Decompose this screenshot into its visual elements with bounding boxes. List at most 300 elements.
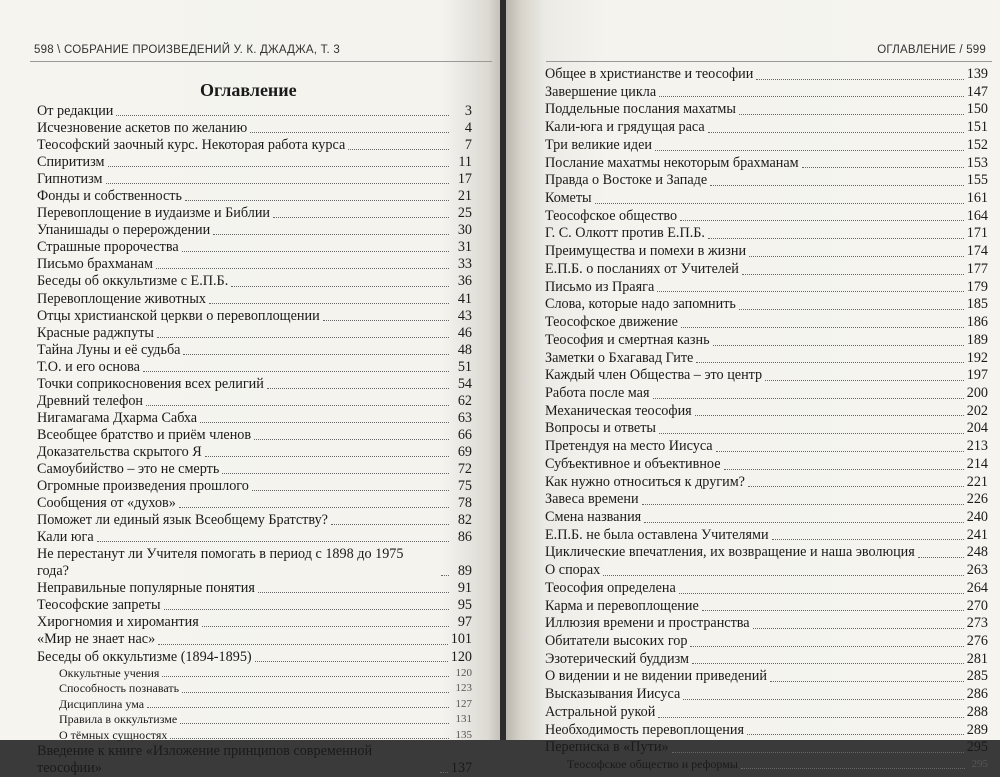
dot-leader (802, 167, 964, 168)
toc-entry (545, 172, 988, 190)
toc-entry-title: Фонды и собственность (37, 188, 182, 205)
dot-leader (657, 291, 963, 292)
toc-entry-title: Правила в оккультизме (59, 712, 178, 727)
toc-page-number: 82 (457, 512, 472, 529)
dot-leader (708, 238, 964, 239)
dot-leader (692, 663, 964, 664)
toc-page-number: 123 (455, 682, 472, 695)
dot-leader (644, 522, 964, 523)
toc-page-number: 4 (464, 120, 472, 137)
dot-leader (255, 661, 448, 662)
dot-leader (156, 268, 449, 269)
toc-entry (545, 491, 988, 509)
dot-leader (770, 681, 964, 682)
toc-subentry (37, 728, 472, 744)
dot-leader (708, 132, 964, 133)
toc-entry-title: Теософия и смертная казнь (545, 331, 710, 348)
toc-entry (37, 631, 472, 648)
toc-entry-title: Циклические впечатления, их возвращение и наша эволюция (545, 544, 915, 561)
toc-entry (545, 686, 988, 704)
toc-entry-title: Теософские запреты (37, 597, 161, 614)
toc-entry-title: Беседы об оккультизме с Е.П.Б. (37, 273, 229, 290)
dot-leader (659, 96, 964, 97)
toc-entry-title: Как нужно относиться к другим? (545, 473, 745, 490)
toc-entry (37, 512, 472, 529)
toc-page-number: 41 (457, 290, 472, 307)
toc-entry (545, 261, 988, 279)
dot-leader (157, 337, 449, 338)
toc-page-number: 63 (457, 409, 472, 426)
dot-leader (739, 309, 964, 310)
toc-entry (545, 66, 988, 84)
toc-entry (545, 562, 988, 580)
toc-page-number: 276 (966, 633, 988, 649)
dot-leader (713, 345, 964, 346)
toc-entry (545, 633, 988, 651)
toc-entry (37, 393, 472, 410)
toc-subentry (37, 712, 472, 728)
toc-page-number: 288 (966, 703, 988, 720)
dot-leader (331, 524, 449, 525)
toc-entry-title: Завершение цикла (545, 83, 657, 100)
toc-entry-title: Астральной рукой (545, 703, 656, 720)
toc-page-number: 213 (966, 438, 988, 455)
toc-page-number: 17 (457, 171, 472, 188)
toc-entry (37, 529, 472, 546)
toc-page-number: 202 (966, 402, 988, 419)
toc-entry-title: Карма и перевоплощение (545, 597, 699, 614)
toc-page-number: 185 (966, 296, 988, 313)
toc-page-number: 214 (966, 455, 988, 472)
toc-entry-title: Кали юга (37, 529, 94, 546)
dot-leader (106, 183, 449, 184)
dot-leader (739, 114, 964, 115)
toc-entry-title: О видении и не видении приведений (545, 668, 767, 685)
dot-leader (441, 575, 449, 576)
toc-entry (545, 527, 988, 545)
toc-page-number: 120 (455, 666, 472, 679)
toc-entry (37, 342, 472, 359)
toc-entry-title: Сообщения от «духов» (37, 495, 176, 512)
toc-page-number: 33 (457, 256, 472, 273)
toc-entry (545, 119, 988, 137)
dot-leader (710, 185, 964, 186)
toc-page-number: 192 (966, 349, 988, 366)
toc-entry-title: Упанишады о перерождении (37, 222, 211, 239)
dot-leader (642, 504, 964, 505)
toc-entry (545, 332, 988, 350)
dot-leader (273, 217, 449, 218)
toc-page-number: 131 (455, 713, 472, 726)
toc-entry-title: Письмо брахманам (37, 256, 153, 273)
toc-entry-title: Способность познавать (59, 681, 180, 696)
dot-leader (213, 234, 449, 235)
toc-entry-title: Теософское общество (545, 207, 678, 224)
dot-leader (143, 371, 449, 372)
toc-entry (545, 101, 988, 119)
toc-entry-title: От редакции (37, 103, 114, 119)
toc-entry-title: Древний телефон (37, 392, 144, 409)
toc-page-number: 295 (966, 739, 988, 756)
toc-entry (37, 410, 472, 427)
toc-entry-title: Т.О. и его основа (37, 358, 140, 375)
dot-leader (200, 422, 449, 423)
dot-leader (659, 433, 964, 434)
dot-leader (209, 303, 449, 304)
toc-entry (37, 154, 472, 171)
toc-page-number: 30 (457, 222, 472, 239)
dot-leader (753, 628, 964, 629)
toc-entry-title: Е.П.Б. о посланиях от Учителей (545, 260, 739, 277)
toc-entry (545, 84, 988, 102)
dot-leader (205, 456, 449, 457)
toc-entry-title: Претендуя на место Иисуса (545, 438, 713, 455)
toc-page-number: 200 (966, 384, 988, 401)
dot-leader (158, 644, 448, 645)
toc-page-number: 75 (457, 478, 472, 495)
toc-page-number: 43 (457, 307, 472, 324)
toc-entry (545, 739, 988, 757)
toc-entry-title: Не перестанут ли Учителя помогать в период с 1898 до 1975 года? (37, 546, 404, 580)
dot-leader (918, 557, 964, 558)
dot-leader (258, 592, 449, 593)
toc-page-number: 21 (457, 188, 472, 205)
dot-leader (97, 541, 449, 542)
toc-page-number: 95 (457, 597, 472, 614)
dot-leader (182, 692, 449, 693)
dot-leader (683, 699, 963, 700)
toc-entry-title: Оккультные учения (59, 665, 160, 680)
dot-leader (182, 251, 449, 252)
toc-entry (545, 314, 988, 332)
dot-leader (348, 149, 449, 150)
toc-entry-title: «Мир не знает нас» (37, 631, 156, 648)
toc-entry-title: О тёмных сущностях (59, 727, 168, 742)
dot-leader (716, 451, 964, 452)
toc-page-number: 31 (457, 239, 472, 256)
toc-entry (545, 225, 988, 243)
toc-page-number: 137 (450, 760, 473, 777)
toc-entry-title: Неправильные популярные понятия (37, 580, 255, 597)
toc-page-number: 155 (966, 172, 988, 189)
toc-page-number: 78 (457, 495, 472, 512)
toc-entry-title: Теософия определена (545, 579, 676, 596)
right-page (506, 0, 1000, 772)
dot-leader (724, 469, 964, 470)
toc-entry-title: Г. С. Олкотт против Е.П.Б. (545, 225, 705, 242)
toc-entry-title: Обитатели высоких гор (545, 633, 688, 649)
toc-entry-title: Точки соприкосновения всех религий (37, 375, 264, 392)
toc-entry-title: Введение к книге «Изложение принципов современной теософии» (37, 743, 373, 777)
toc-entry (545, 190, 988, 208)
dot-leader (146, 405, 449, 406)
toc-entry-title: Дисциплина ума (59, 696, 145, 711)
toc-entry (37, 291, 472, 308)
toc-entry (545, 438, 988, 456)
toc-page-number: 120 (450, 648, 472, 665)
dot-leader (254, 439, 449, 440)
dot-leader (595, 203, 964, 204)
toc-page-number: 127 (455, 697, 472, 710)
toc-entry (37, 222, 472, 239)
toc-page-number: 101 (450, 631, 472, 648)
dot-leader (653, 398, 964, 399)
toc-entry (37, 137, 472, 154)
dot-leader (702, 610, 964, 611)
toc-entry-title: Преимущества и помехи в жизни (545, 243, 747, 260)
toc-page-number: 248 (966, 544, 988, 561)
toc-page-number: 150 (966, 101, 988, 118)
toc-page-number: 164 (966, 207, 988, 224)
toc-entry-title: Вопросы и ответы (545, 420, 656, 437)
toc-page-number: 69 (457, 443, 472, 460)
toc-entry-title: Правда о Востоке и Западе (545, 172, 708, 189)
toc-entry (545, 420, 988, 438)
dot-leader (116, 115, 449, 116)
toc-entry-title: Отцы христианской церкви о перевоплощении (37, 307, 320, 324)
toc-entry-title: Завеса времени (545, 491, 639, 508)
toc-entry-title: Перевоплощение в иудаизме и Библии (37, 205, 271, 222)
running-head-left: 598 \ СОБРАНИЕ ПРОИЗВЕДЕНИЙ У. К. ДЖАДЖА, Т. 3 (34, 44, 340, 56)
toc-page-number: 46 (457, 324, 472, 341)
toc-entry-title: Поддельные послания махатмы (545, 101, 736, 118)
toc-entry (545, 296, 988, 314)
toc-entry-title: Иллюзия времени и пространства (545, 615, 750, 632)
dot-leader (658, 717, 963, 718)
dot-leader (756, 79, 963, 80)
toc-page-number: 11 (458, 154, 472, 171)
dot-leader (222, 473, 449, 474)
running-head-right: ОГЛАВЛЕНИЕ / 599 (877, 44, 986, 56)
toc-subentry (37, 697, 472, 713)
dot-leader (681, 327, 964, 328)
toc-entry-title: Тайна Луны и её судьба (37, 341, 181, 358)
dot-leader (323, 320, 449, 321)
toc-entry-title: Спиритизм (37, 154, 105, 171)
toc-list-right (545, 66, 988, 773)
toc-page-number: 295 (971, 758, 988, 771)
toc-entry (37, 205, 472, 222)
dot-leader (690, 646, 963, 647)
toc-page-number: 48 (457, 341, 472, 358)
dot-leader (231, 286, 449, 287)
toc-page-number: 264 (966, 579, 988, 596)
toc-entry-title: Переписка в «Пути» (545, 739, 669, 756)
toc-entry-title: Послание махатмы некоторым брахманам (545, 154, 799, 171)
toc-entry-title: Нигамагама Дхарма Сабха (37, 409, 198, 426)
toc-page-number: 189 (966, 331, 988, 348)
toc-page-number: 36 (457, 273, 472, 290)
dot-leader (603, 575, 963, 576)
toc-entry (37, 120, 472, 137)
toc-entry (37, 444, 472, 461)
toc-entry (37, 478, 472, 495)
toc-entry (37, 239, 472, 256)
toc-entry-title: Каждый член Общества – это центр (545, 367, 763, 384)
dot-leader (183, 354, 449, 355)
toc-page-number: 151 (966, 119, 988, 136)
toc-page-number: 221 (966, 473, 988, 490)
dot-leader (680, 220, 964, 221)
toc-entry-title: Смена названия (545, 508, 642, 525)
dot-leader (440, 772, 448, 773)
toc-page-number: 7 (464, 137, 472, 154)
toc-entry-title: Слова, которые надо запомнить (545, 296, 736, 313)
toc-page-number: 281 (966, 650, 988, 667)
toc-page-number: 179 (966, 278, 988, 295)
toc-entry (37, 546, 472, 580)
toc-page-number: 289 (966, 721, 988, 738)
toc-page-number: 139 (966, 66, 988, 82)
toc-entry-title: Субъективное и объективное (545, 455, 721, 472)
toc-entry (545, 279, 988, 297)
toc-entry (545, 509, 988, 527)
dot-leader (765, 380, 964, 381)
toc-entry (37, 359, 472, 376)
toc-entry-title: Поможет ли единый язык Всеобщему Братству? (37, 512, 328, 529)
toc-entry (545, 668, 988, 686)
dot-leader (185, 200, 449, 201)
toc-page-number: 241 (966, 526, 988, 543)
toc-page-number: 197 (966, 367, 988, 384)
toc-entry-title: Хирогномия и хиромантия (37, 614, 199, 631)
toc-entry-title: Самоубийство – это не смерть (37, 460, 220, 477)
toc-entry (37, 649, 472, 666)
toc-subentry (545, 757, 988, 773)
toc-entry (545, 474, 988, 492)
toc-entry-title: Эзотерический буддизм (545, 650, 689, 667)
toc-page-number: 153 (966, 154, 988, 171)
toc-entry (545, 208, 988, 226)
toc-entry (37, 580, 472, 597)
toc-entry (37, 308, 472, 325)
toc-entry-title: Три великие идеи (545, 136, 652, 153)
toc-entry (37, 256, 472, 273)
toc-entry-title: Заметки о Бхагавад Гите (545, 349, 694, 366)
toc-entry (37, 743, 472, 777)
dot-leader (179, 507, 449, 508)
toc-page-number: 285 (966, 668, 988, 685)
dot-leader (672, 752, 964, 753)
toc-entry-title: Работа после мая (545, 384, 650, 401)
dot-leader (170, 738, 449, 739)
dot-leader (741, 768, 965, 769)
dot-leader (250, 132, 449, 133)
dot-leader (655, 150, 964, 151)
toc-entry (545, 580, 988, 598)
toc-entry (37, 614, 472, 631)
toc-entry-title: Беседы об оккультизме (1894-1895) (37, 648, 252, 665)
toc-page-number: 51 (457, 358, 472, 375)
toc-entry-title: Теософское общество и реформы (567, 757, 738, 772)
toc-entry (545, 544, 988, 562)
toc-entry-title: Необходимость перевоплощения (545, 721, 744, 738)
toc-entry-title: Всеобщее братство и приём членов (37, 426, 252, 443)
toc-subentry (37, 666, 472, 682)
toc-entry (545, 704, 988, 722)
toc-entry-title: Огромные произведения прошлого (37, 478, 249, 495)
dot-leader (742, 274, 964, 275)
toc-page-number: 152 (966, 136, 988, 153)
dot-leader (747, 734, 964, 735)
dot-leader (679, 593, 964, 594)
toc-page-number: 3 (464, 103, 472, 119)
dot-leader (202, 626, 449, 627)
toc-entry (37, 461, 472, 478)
toc-entry-title: Перевоплощение животных (37, 290, 206, 307)
toc-entry-title: Механическая теософия (545, 402, 692, 419)
dot-leader (162, 676, 449, 677)
toc-list-left (37, 103, 472, 777)
toc-page-number: 174 (966, 243, 988, 260)
toc-entry-title: Кали-юга и грядущая раса (545, 119, 705, 136)
toc-page-number: 54 (457, 375, 472, 392)
toc-entry (37, 188, 472, 205)
dot-leader (108, 166, 449, 167)
toc-subentry (37, 681, 472, 697)
dot-leader (748, 486, 964, 487)
toc-entry-title: Страшные пророчества (37, 239, 179, 256)
toc-entry (545, 651, 988, 669)
header-rule-left (30, 61, 492, 62)
toc-page-number: 273 (966, 615, 988, 632)
dot-leader (696, 362, 963, 363)
dot-leader (180, 723, 449, 724)
toc-page-number: 72 (457, 460, 472, 477)
toc-page-number: 177 (966, 260, 988, 277)
toc-page-number: 66 (457, 426, 472, 443)
toc-entry-title: Кометы (545, 190, 592, 207)
toc-entry (545, 367, 988, 385)
toc-entry-title: О спорах (545, 562, 601, 579)
toc-page-number: 226 (966, 491, 988, 508)
toc-entry (37, 171, 472, 188)
toc-page-number: 97 (457, 614, 472, 631)
toc-entry-title: Теософский заочный курс. Некоторая работа курса (37, 137, 346, 154)
toc-entry (37, 376, 472, 393)
toc-entry (545, 155, 988, 173)
toc-entry (545, 403, 988, 421)
dot-leader (749, 256, 964, 257)
toc-entry (545, 385, 988, 403)
toc-entry (545, 615, 988, 633)
toc-entry-title: Общее в христианстве и теософии (545, 66, 754, 82)
toc-page-number: 286 (966, 686, 988, 703)
toc-entry (545, 243, 988, 261)
toc-title: Оглавление (200, 80, 297, 100)
toc-entry (545, 350, 988, 368)
toc-entry (37, 325, 472, 342)
toc-entry (545, 598, 988, 616)
toc-page-number: 25 (457, 205, 472, 222)
toc-page-number: 135 (455, 728, 472, 741)
dot-leader (267, 388, 449, 389)
toc-entry-title: Гипнотизм (37, 171, 103, 188)
toc-page-number: 161 (966, 190, 988, 207)
toc-entry-title: Письмо из Праяга (545, 278, 655, 295)
toc-page-number: 147 (966, 83, 988, 100)
toc-page-number: 86 (457, 529, 472, 546)
header-rule-right (546, 61, 992, 62)
toc-entry (37, 103, 472, 120)
toc-entry (37, 597, 472, 614)
toc-page-number: 89 (457, 563, 472, 580)
toc-entry (545, 456, 988, 474)
dot-leader (772, 539, 964, 540)
dot-leader (695, 415, 964, 416)
toc-page-number: 91 (457, 580, 472, 597)
dot-leader (252, 490, 449, 491)
